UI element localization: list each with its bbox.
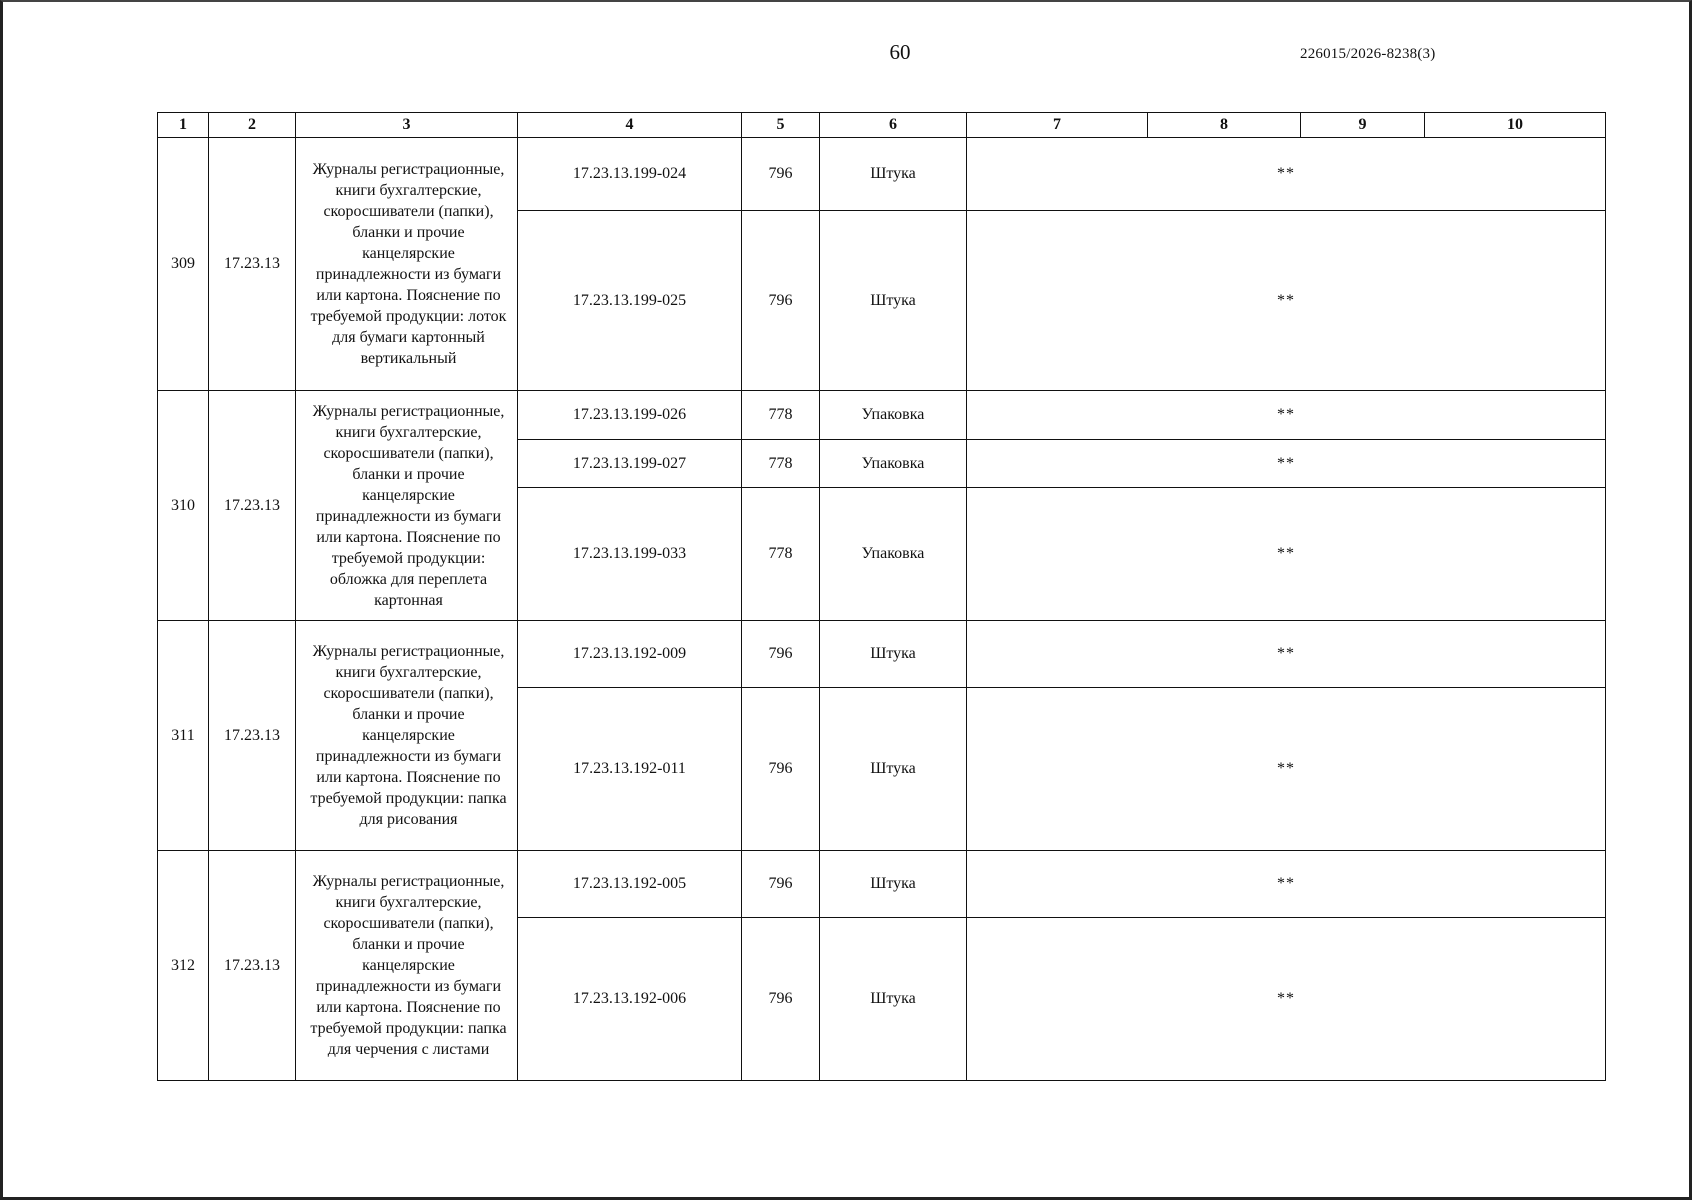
- ktru-code: 17.23.13.199-026: [518, 391, 742, 440]
- products-table: [157, 112, 1606, 1081]
- ktru-code: 17.23.13.199-027: [518, 440, 742, 488]
- okpd-code: 17.23.13: [209, 621, 296, 851]
- requirements-mark: **: [967, 138, 1606, 211]
- ktru-code: 17.23.13.192-009: [518, 621, 742, 688]
- okpd-code: 17.23.13: [209, 138, 296, 391]
- table-row: [158, 621, 1606, 688]
- ktru-code: 17.23.13.192-005: [518, 851, 742, 918]
- okpd-code: 17.23.13: [209, 851, 296, 1081]
- okei-code: 796: [742, 138, 820, 211]
- okei-code: 796: [742, 211, 820, 391]
- header-row: [158, 113, 1606, 138]
- unit-name: Штука: [820, 918, 967, 1081]
- requirements-mark: **: [967, 391, 1606, 440]
- product-description: Журналы регистрационные, книги бухгалтерские, скоросшиватели (папки), бланки и прочие канцелярские принадлежности из бумаги или картона. Пояснение по требуемой продукции: папка для рисования: [296, 621, 518, 851]
- column-header: 2: [209, 113, 296, 138]
- column-header: 10: [1425, 113, 1606, 138]
- column-header: 9: [1301, 113, 1425, 138]
- unit-name: Упаковка: [820, 488, 967, 621]
- okei-code: 796: [742, 918, 820, 1081]
- product-description: Журналы регистрационные, книги бухгалтерские, скоросшиватели (папки), бланки и прочие канцелярские принадлежности из бумаги или картона. Пояснение по требуемой продукции: папка для черчения с листами: [296, 851, 518, 1081]
- table-row: [158, 138, 1606, 211]
- table-row: [158, 851, 1606, 918]
- ktru-code: 17.23.13.199-033: [518, 488, 742, 621]
- okei-code: 796: [742, 621, 820, 688]
- requirements-mark: **: [967, 851, 1606, 918]
- ktru-code: 17.23.13.199-024: [518, 138, 742, 211]
- row-number: 310: [158, 391, 209, 621]
- column-header: 5: [742, 113, 820, 138]
- column-header: 6: [820, 113, 967, 138]
- page-number: 60: [889, 40, 911, 64]
- ktru-code: 17.23.13.199-025: [518, 211, 742, 391]
- requirements-mark: **: [967, 918, 1606, 1081]
- requirements-mark: **: [967, 621, 1606, 688]
- requirements-mark: **: [967, 688, 1606, 851]
- requirements-mark: **: [967, 488, 1606, 621]
- okei-code: 778: [742, 391, 820, 440]
- column-header: 1: [158, 113, 209, 138]
- unit-name: Штука: [820, 621, 967, 688]
- requirements-mark: **: [967, 211, 1606, 391]
- unit-name: Упаковка: [820, 440, 967, 488]
- product-description: Журналы регистрационные, книги бухгалтерские, скоросшиватели (папки), бланки и прочие канцелярские принадлежности из бумаги или картона. Пояснение по требуемой продукции: обложка для переплета картонная: [296, 391, 518, 621]
- unit-name: Штука: [820, 851, 967, 918]
- okpd-code: 17.23.13: [209, 391, 296, 621]
- okei-code: 778: [742, 488, 820, 621]
- okei-code: 778: [742, 440, 820, 488]
- unit-name: Упаковка: [820, 391, 967, 440]
- table-row: [158, 391, 1606, 440]
- column-header: 3: [296, 113, 518, 138]
- ktru-code: 17.23.13.192-006: [518, 918, 742, 1081]
- okei-code: 796: [742, 851, 820, 918]
- row-number: 312: [158, 851, 209, 1081]
- ktru-code: 17.23.13.192-011: [518, 688, 742, 851]
- unit-name: Штука: [820, 138, 967, 211]
- document-id: 226015/2026-8238(3): [1300, 46, 1436, 62]
- product-description: Журналы регистрационные, книги бухгалтерские, скоросшиватели (папки), бланки и прочие канцелярские принадлежности из бумаги или картона. Пояснение по требуемой продукции: лоток для бумаги картонный вертикальный: [296, 138, 518, 391]
- okei-code: 796: [742, 688, 820, 851]
- row-number: 309: [158, 138, 209, 391]
- row-number: 311: [158, 621, 209, 851]
- column-header: 4: [518, 113, 742, 138]
- column-header: 8: [1148, 113, 1301, 138]
- column-header: 7: [967, 113, 1148, 138]
- unit-name: Штука: [820, 211, 967, 391]
- unit-name: Штука: [820, 688, 967, 851]
- requirements-mark: **: [967, 440, 1606, 488]
